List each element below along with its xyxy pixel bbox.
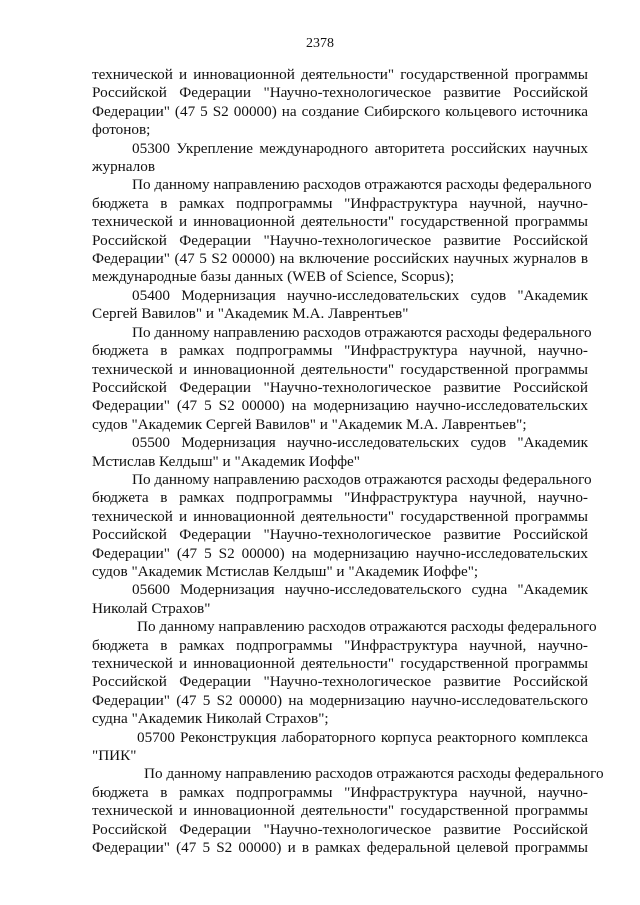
page-number: 2378 — [306, 36, 334, 51]
text-line: международные базы данных (WEB of Science, Scopus); — [92, 268, 455, 286]
text-line: технической и инновационной деятельности" государственной программы — [92, 66, 588, 83]
text-line: Федерации" (47 5 S2 00000) на создание Сибирского кольцевого источника — [92, 102, 588, 120]
text-line: бюджета в рамках подпрограммы "Инфраструктура научной, научно- — [92, 342, 588, 360]
text-line: По данному направлению расходов отражаются расходы федерального — [132, 323, 592, 341]
text-line: Федерации" (47 5 S2 00000) на модернизацию научно-исследовательских — [92, 544, 588, 562]
text-line: Российской Федерации "Научно-технологическое развитие Российской — [92, 673, 588, 691]
section-heading-line: журналов — [92, 158, 156, 176]
text-line: Федерации" (47 5 S2 00000) на включение российских научных журналов в — [92, 250, 588, 268]
text-line: бюджета в рамках подпрограммы "Инфраструктура научной, научно- — [92, 194, 588, 212]
section-heading-line: Мстислав Келдыш" и "Академик Иоффе" — [92, 452, 360, 470]
text-line: По данному направлению расходов отражаются расходы федерального — [132, 470, 592, 488]
section-heading-line: Сергей Вавилов" и "Академик М.А. Лаврентьев" — [92, 305, 409, 323]
section-heading-line: 05400 Модернизация научно-исследовательских судов "Академик — [132, 286, 588, 304]
text-line: Федерации" (47 5 S2 00000) на модернизацию научно-исследовательского — [92, 691, 588, 709]
text-line: Российской Федерации "Научно-технологическое развитие Российской — [92, 820, 588, 838]
text-line: технической и инновационной деятельности" государственной программы — [92, 655, 588, 672]
text-line: По данному направлению расходов отражаются расходы федерального — [132, 176, 592, 194]
text-line: судов "Академик Мстислав Келдыш" и "Академик Иоффе"; — [92, 562, 479, 580]
text-line: По данному направлению расходов отражаются расходы федерального — [137, 618, 597, 636]
text-line: бюджета в рамках подпрограммы "Инфраструктура научной, научно- — [92, 783, 588, 801]
text-line: бюджета в рамках подпрограммы "Инфраструктура научной, научно- — [92, 636, 588, 654]
text-line: Федерации" (47 5 S2 00000) на модернизацию научно-исследовательских — [92, 397, 588, 415]
text-line: Российской Федерации "Научно-технологическое развитие Российской — [92, 84, 588, 102]
text-line: судна "Академик Николай Страхов"; — [92, 710, 329, 728]
text-line: Российской Федерации "Научно-технологическое развитие Российской — [92, 231, 588, 249]
text-line: бюджета в рамках подпрограммы "Инфраструктура научной, научно- — [92, 489, 588, 507]
text-line: фотонов; — [92, 121, 151, 139]
text-line: технической и инновационной деятельности" государственной программы — [92, 213, 588, 231]
document-body — [92, 66, 604, 857]
text-line: Российской Федерации "Научно-технологическое развитие Российской — [92, 378, 588, 396]
section-heading-line: 05600 Модернизация научно-исследовательского судна "Академик — [132, 581, 588, 599]
text-line: По данному направлению расходов отражаются расходы федерального — [144, 765, 604, 783]
section-heading-line: 05300 Укрепление международного авторитета российских научных — [132, 139, 588, 157]
text-line: технической и инновационной деятельности" государственной программы — [92, 802, 588, 820]
text-line: технической и инновационной деятельности" государственной программы — [92, 360, 588, 378]
text-line: технической и инновационной деятельности" государственной программы — [92, 507, 588, 525]
text-line: Федерации" (47 5 S2 00000) и в рамках федеральной целевой программы — [92, 839, 588, 857]
section-heading-line: 05500 Модернизация научно-исследовательских судов "Академик — [132, 434, 588, 452]
section-heading-line: Николай Страхов" — [92, 599, 211, 617]
text-line: судов "Академик Сергей Вавилов" и "Академик М.А. Лаврентьев"; — [92, 415, 527, 433]
text-line: Российской Федерации "Научно-технологическое развитие Российской — [92, 526, 588, 544]
section-heading-line: "ПИК" — [92, 747, 137, 765]
section-heading-line: 05700 Реконструкция лабораторного корпуса реакторного комплекса — [137, 728, 588, 746]
